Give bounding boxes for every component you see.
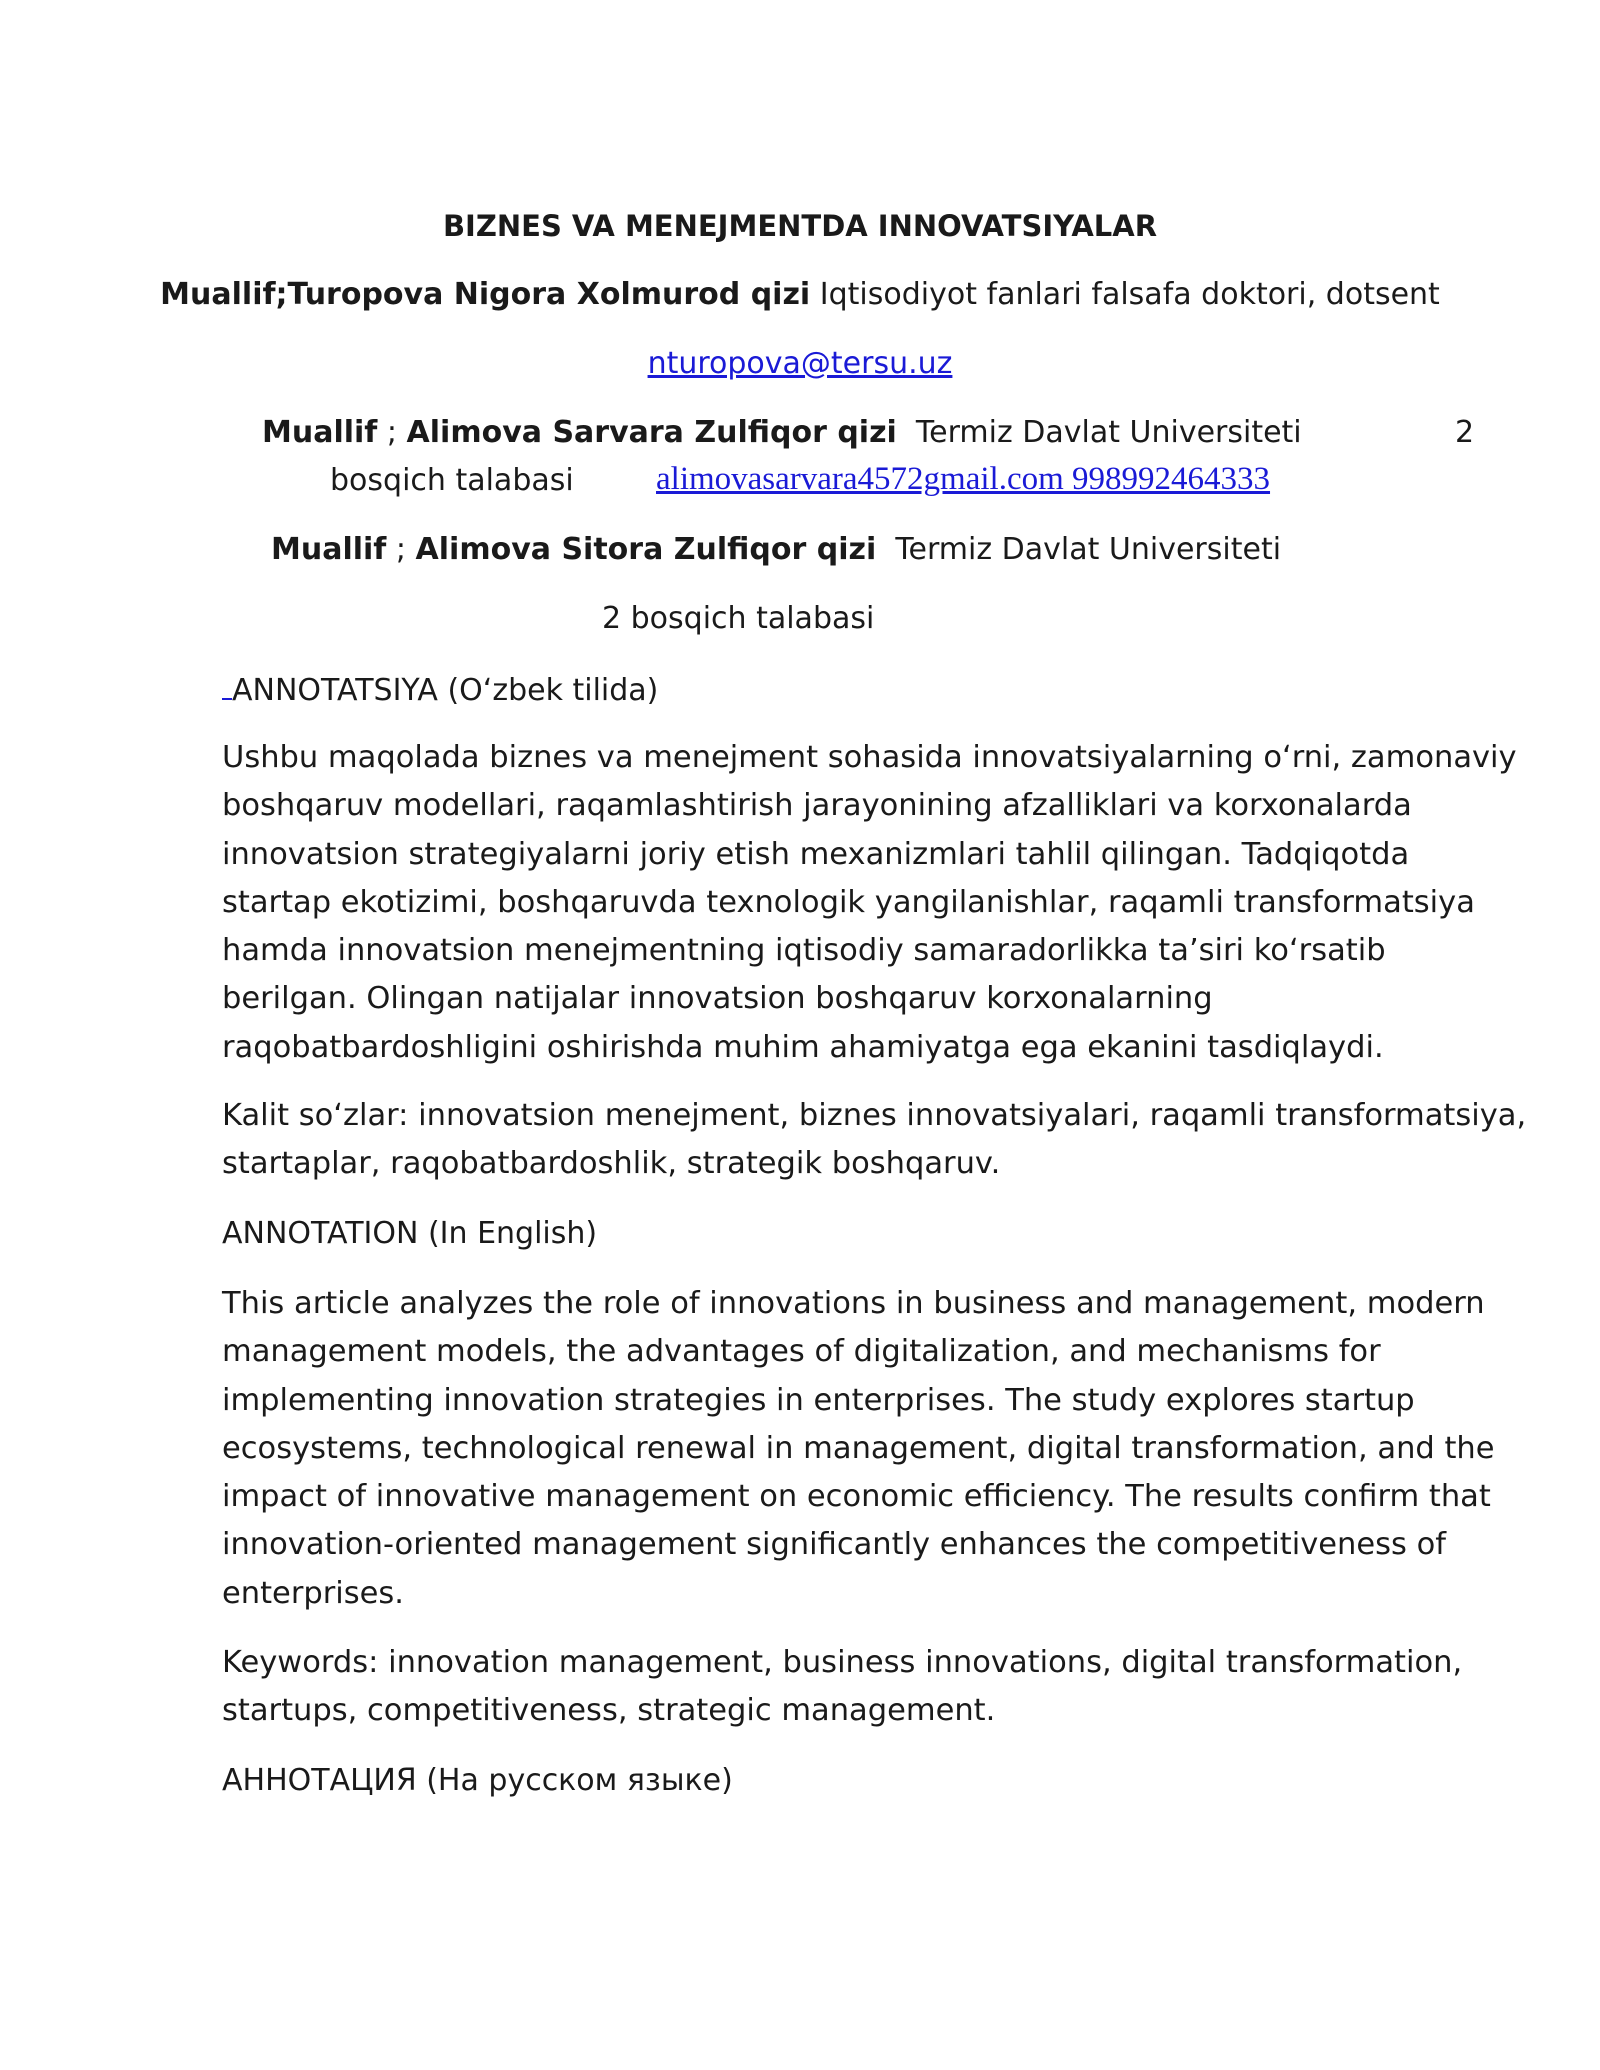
paragraph-line: hamda innovatsion menejmentning iqtisodiy samaradorlikka ta’siri ko‘rsatib <box>222 933 1386 969</box>
annotation-en-keywords <box>222 1639 1492 1736</box>
author-3-separator: ; <box>386 532 416 567</box>
author-3-line <box>271 532 1281 568</box>
keywords-line: Kalit so‘zlar: innovatsion menejment, biznes innovatsiyalari, raqamli transformatsiya, <box>222 1098 1527 1133</box>
annotation-en-paragraph <box>222 1280 1495 1618</box>
author-1-position: Iqtisodiyot fanlari falsafa doktori, dotsent <box>810 277 1440 312</box>
author-1-email-link[interactable]: nturopova@tersu.uz <box>647 346 953 381</box>
keywords-line: startaplar, raqobatbardoshlik, strategik boshqaruv. <box>222 1146 1001 1182</box>
link-underline-mark <box>222 670 232 700</box>
paragraph-line: implementing innovation strategies in enterprises. The study explores startup <box>222 1382 1415 1418</box>
annotation-uz-heading: ANNOTATSIYA (O‘zbek tilida) <box>232 673 659 708</box>
annotation-en-heading: ANNOTATION (In English) <box>222 1216 598 1251</box>
annotation-ru-heading: АННОТАЦИЯ (На русском языке) <box>222 1763 733 1798</box>
paragraph-line: ecosystems, technological renewal in management, digital transformation, and the <box>222 1430 1495 1466</box>
keywords-line: startups, competitiveness, strategic management. <box>222 1693 996 1729</box>
author-2-name: Alimova Sarvara Zulfiqor qizi <box>406 415 897 450</box>
paragraph-line: innovatsion strategiyalarni joriy etish mexanizmlari tahlil qilingan. Tadqiqotda <box>222 836 1410 872</box>
annotation-uz-keywords <box>222 1092 1527 1189</box>
author-2-university: Termiz Davlat Universiteti <box>915 415 1302 450</box>
author-1-name: Muallif;Turopova Nigora Xolmurod qizi <box>160 277 811 312</box>
paragraph-line: startap ekotizimi, boshqaruvda texnologik yangilanishlar, raqamli transformatsiya <box>222 884 1475 920</box>
paragraph-line: Ushbu maqolada biznes va menejment sohasida innovatsiyalarning o‘rni, zamonaviy <box>222 740 1517 775</box>
document-title: BIZNES VA MENEJMENTDA INNOVATSIYALAR <box>442 209 1158 243</box>
author-1-line <box>0 277 1600 313</box>
author-2-course-number: 2 <box>1455 415 1475 450</box>
paragraph-line: berilgan. Olingan natijalar innovatsion boshqaruv korxonalarning <box>222 981 1213 1017</box>
author-1-email-line <box>0 346 1600 382</box>
author-3-prefix: Muallif <box>271 532 387 567</box>
author-2-contact-link[interactable]: alimovasarvara4572gmail.com 998992464333 <box>656 461 1271 497</box>
paragraph-line: This article analyzes the role of innovations in business and management, modern <box>222 1286 1485 1321</box>
author-2-contact-line <box>656 461 1270 498</box>
author-2-separator: ; <box>377 415 407 450</box>
author-2-prefix: Muallif <box>262 415 378 450</box>
annotation-uz-paragraph <box>222 734 1517 1072</box>
paragraph-line: raqobatbardoshligini oshirishda muhim ahamiyatga ega ekanini tasdiqlaydi. <box>222 1029 1384 1065</box>
keywords-line: Keywords: innovation management, business innovations, digital transformation, <box>222 1645 1463 1680</box>
author-3-name: Alimova Sitora Zulfiqor qizi <box>415 532 877 567</box>
author-2-course-text: bosqich talabasi <box>330 463 574 498</box>
author-2-line <box>262 415 1302 451</box>
author-3-course: 2 bosqich talabasi <box>602 601 875 636</box>
paragraph-line: management models, the advantages of digitalization, and mechanisms for <box>222 1334 1381 1370</box>
paragraph-line: innovation-oriented management significantly enhances the competitiveness of <box>222 1527 1447 1563</box>
annotation-uz-heading-line <box>222 670 658 709</box>
author-3-university: Termiz Davlat Universiteti <box>895 532 1282 567</box>
paragraph-line: boshqaruv modellari, raqamlashtirish jarayonining afzalliklari va korxonalarda <box>222 788 1412 824</box>
paragraph-line: enterprises. <box>222 1575 404 1611</box>
paragraph-line: impact of innovative management on economic efficiency. The results confirm that <box>222 1479 1491 1515</box>
